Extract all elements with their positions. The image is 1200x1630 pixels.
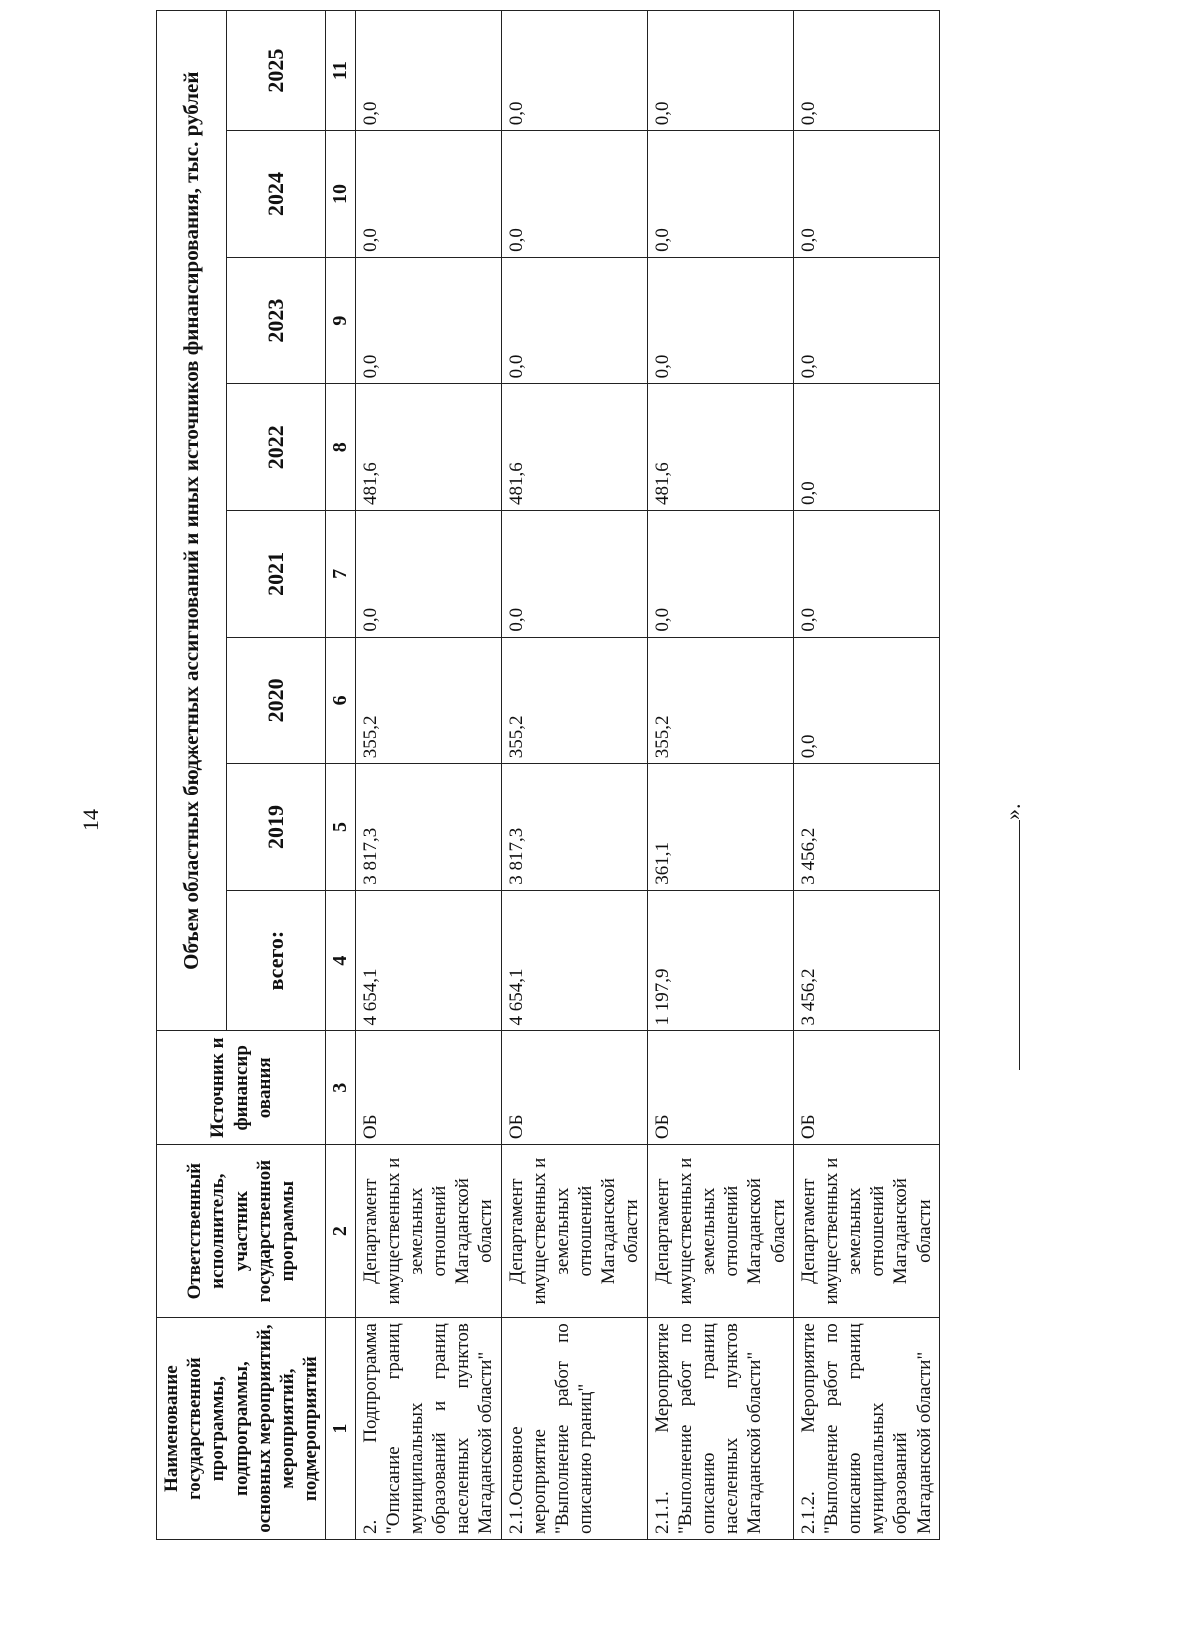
value-cell: 481,6 (501, 384, 647, 511)
header-responsible: Ответственный исполнитель, участник государственной программы (157, 1145, 326, 1318)
table-row (501, 11, 647, 1540)
header-volume: Объем областных бюджетных ассигнований и иных источников финансирования, тыс. рублей (157, 11, 227, 1031)
column-number: 8 (326, 384, 355, 511)
value-cell: 0,0 (793, 131, 939, 258)
value-cell: 0,0 (793, 384, 939, 511)
year-header: 2020 (227, 637, 326, 764)
year-header: 2025 (227, 11, 326, 131)
value-cell: 0,0 (647, 11, 793, 131)
column-number: 3 (326, 1031, 355, 1145)
responsible-cell: Департамент имущественных и земельных отношений Магаданской области (501, 1145, 647, 1318)
column-number: 6 (326, 637, 355, 764)
column-number: 1 (326, 1318, 355, 1540)
value-cell: 481,6 (647, 384, 793, 511)
program-name-cell: 2.1.Основное мероприятие "Выполнение работ по описанию границ" (501, 1318, 647, 1540)
value-cell: 0,0 (793, 637, 939, 764)
value-cell: 3 817,3 (355, 764, 501, 891)
source-cell: ОБ (501, 1031, 647, 1145)
program-name-cell: 2.1.1. Мероприятие "Выполнение работ по описанию границ населенных пунктов Магаданской области" (647, 1318, 793, 1540)
header-source: Источник и финансир ования (157, 1031, 326, 1145)
column-number: 7 (326, 511, 355, 638)
value-cell: 1 197,9 (647, 890, 793, 1031)
source-cell: ОБ (647, 1031, 793, 1145)
responsible-cell: Департамент имущественных и земельных отношений Магаданской области (793, 1145, 939, 1318)
value-cell: 3 817,3 (501, 764, 647, 891)
responsible-cell: Департамент имущественных и земельных отношений Магаданской области (355, 1145, 501, 1318)
value-cell: 3 456,2 (793, 890, 939, 1031)
closing-line (1001, 820, 1020, 1070)
value-cell: 0,0 (793, 257, 939, 384)
value-cell: 4 654,1 (501, 890, 647, 1031)
value-cell: 0,0 (647, 131, 793, 258)
value-cell: 4 654,1 (355, 890, 501, 1031)
column-number: 5 (326, 764, 355, 891)
column-number-row (326, 11, 355, 1540)
year-header: 2019 (227, 764, 326, 891)
closing-quote: ». (1000, 803, 1025, 820)
value-cell: 481,6 (355, 384, 501, 511)
column-number: 10 (326, 131, 355, 258)
header-name: Наименование государственной программы, подпрограммы, основных мероприятий, мероприятий, подмероприятий (157, 1318, 326, 1540)
value-cell: 0,0 (501, 131, 647, 258)
financing-table (156, 10, 940, 1540)
closing-mark (1000, 804, 1026, 1071)
value-cell: 0,0 (355, 131, 501, 258)
value-cell: 355,2 (501, 637, 647, 764)
value-cell: 0,0 (501, 11, 647, 131)
program-name-cell: 2.1.2. Мероприятие "Выполнение работ по описанию границ муниципальных образований Магаданской области" (793, 1318, 939, 1540)
column-number: 2 (326, 1145, 355, 1318)
value-cell: 0,0 (647, 511, 793, 638)
table-row (647, 11, 793, 1540)
value-cell: 3 456,2 (793, 764, 939, 891)
source-cell: ОБ (355, 1031, 501, 1145)
value-cell: 355,2 (355, 637, 501, 764)
value-cell: 0,0 (647, 257, 793, 384)
year-header: 2021 (227, 511, 326, 638)
column-number: 4 (326, 890, 355, 1031)
value-cell: 0,0 (501, 257, 647, 384)
source-cell: ОБ (793, 1031, 939, 1145)
value-cell: 361,1 (647, 764, 793, 891)
header-row-top (157, 11, 227, 1540)
program-name-cell: 2. Подпрограмма "Описание границ муниципальных образований и границ населенных пунктов Магаданской области" (355, 1318, 501, 1540)
page-number: 14 (78, 809, 103, 831)
year-header: всего: (227, 890, 326, 1031)
value-cell: 0,0 (793, 511, 939, 638)
value-cell: 0,0 (793, 11, 939, 131)
value-cell: 0,0 (355, 511, 501, 638)
year-header: 2024 (227, 131, 326, 258)
value-cell: 0,0 (355, 11, 501, 131)
year-header: 2022 (227, 384, 326, 511)
table-row (793, 11, 939, 1540)
column-number: 11 (326, 11, 355, 131)
value-cell: 0,0 (501, 511, 647, 638)
value-cell: 0,0 (355, 257, 501, 384)
table-row (355, 11, 501, 1540)
year-header: 2023 (227, 257, 326, 384)
value-cell: 355,2 (647, 637, 793, 764)
responsible-cell: Департамент имущественных и земельных отношений Магаданской области (647, 1145, 793, 1318)
column-number: 9 (326, 257, 355, 384)
